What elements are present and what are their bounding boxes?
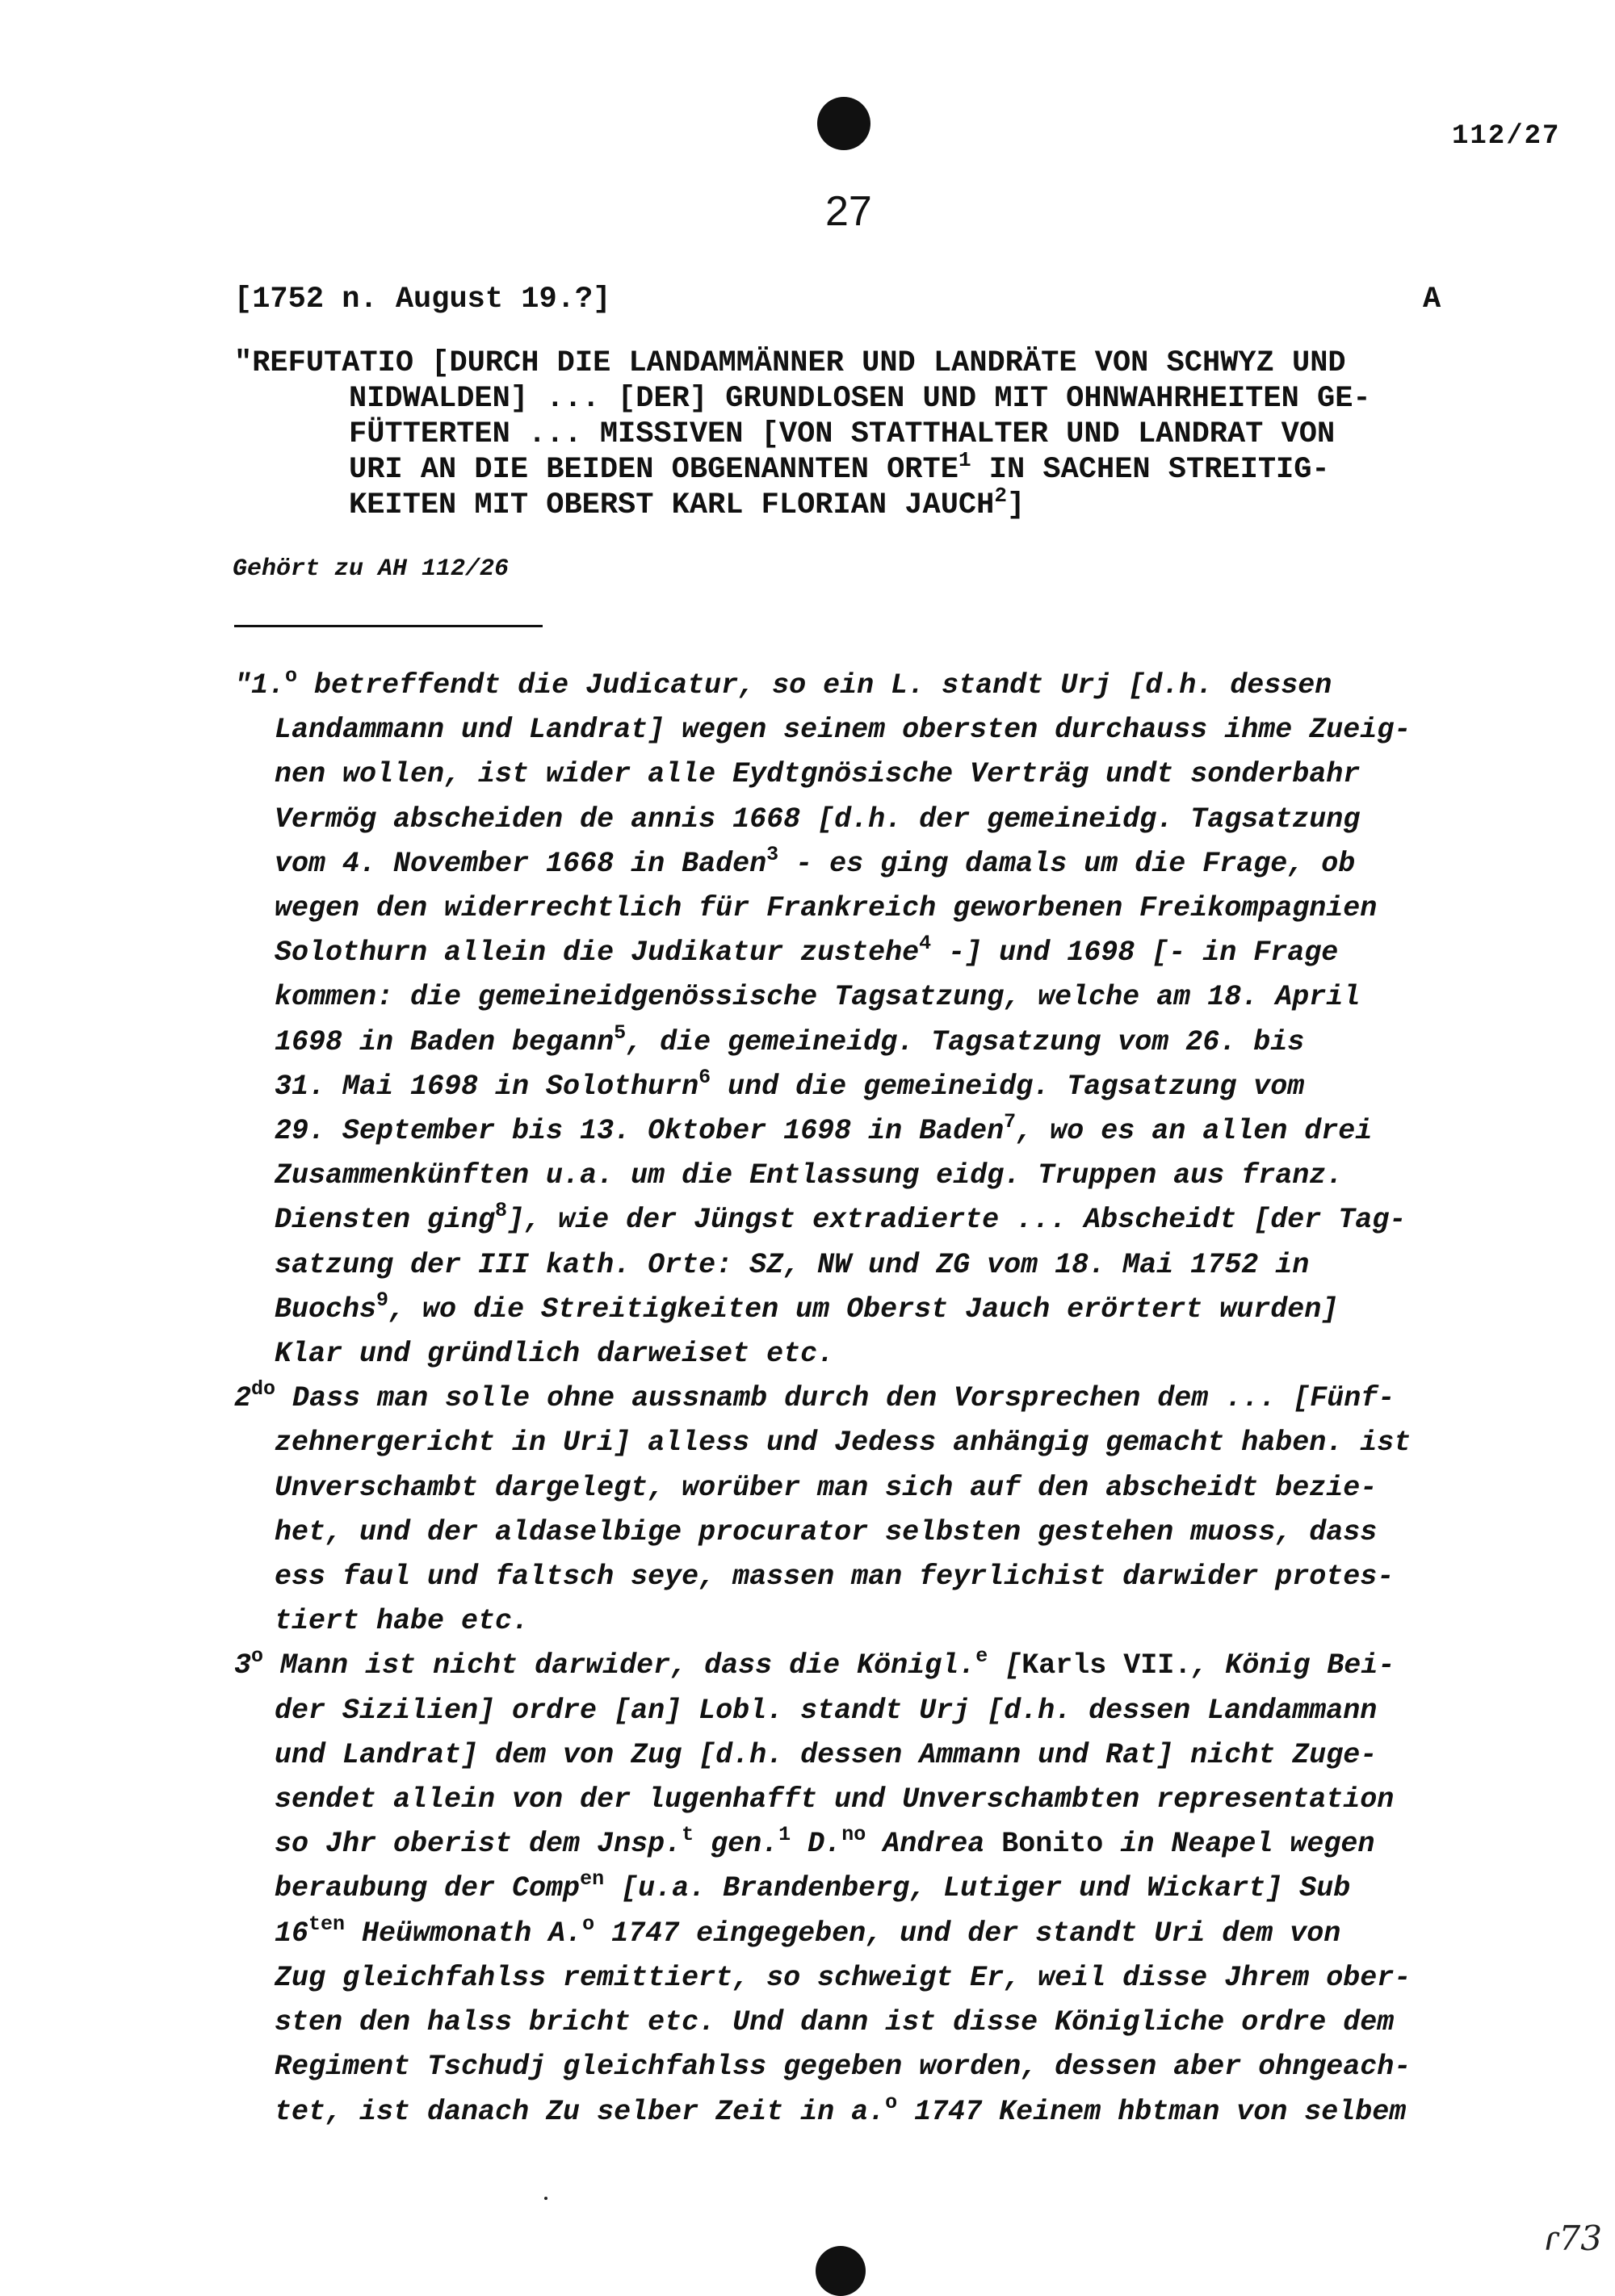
text-line: kommen: die gemeineidgenössische Tagsatzung, welche am 18. April bbox=[275, 981, 1361, 1014]
series-letter: A bbox=[1423, 283, 1441, 316]
superscript: do bbox=[251, 1377, 276, 1401]
text-line: sten den halss bricht etc. Und dann ist disse Königliche ordre dem bbox=[275, 2006, 1395, 2039]
text-line: zehnergericht in Uri] alless und Jedess anhängig gemacht haben. ist bbox=[275, 1427, 1412, 1460]
footnote-ref: 2 bbox=[994, 484, 1007, 508]
text-run: gen. bbox=[711, 1828, 779, 1861]
text-run: -] und 1698 [- in Frage bbox=[948, 936, 1339, 970]
superscript: 5 bbox=[614, 1020, 627, 1045]
title-text: ] bbox=[1006, 488, 1026, 522]
title-line bbox=[234, 484, 1478, 523]
text-line bbox=[234, 842, 1486, 886]
text-run: , wo die Streitigkeiten um Oberst Jauch erörtert wurden] bbox=[388, 1293, 1339, 1326]
text-line: der Sizilien] ordre [an] Lobl. standt Urj [d.h. dessen Landammann bbox=[275, 1694, 1378, 1727]
text-run: betreffendt die Judicatur, so ein L. standt Urj [d.h. dessen bbox=[314, 669, 1332, 702]
punch-hole-top bbox=[817, 97, 870, 150]
text-run: 1698 in Baden begann bbox=[275, 1025, 615, 1058]
text-run: 1747 eingegeben, und der standt Uri dem von bbox=[611, 1917, 1341, 1950]
text-line: sendet allein von der lugenhafft und Unverschambten representation bbox=[275, 1783, 1395, 1816]
document-date: [1752 n. August 19.?] bbox=[234, 283, 611, 316]
scan-speck bbox=[544, 2197, 547, 2200]
punch-hole-bottom bbox=[816, 2246, 866, 2296]
document-body bbox=[234, 664, 1486, 2135]
title-text: KEITEN MIT OBERST KARL FLORIAN JAUCH bbox=[349, 488, 995, 522]
superscript: 7 bbox=[1004, 1110, 1017, 1134]
text-run: Dass man solle ohne aussnamb durch den Vorsprechen dem ... [Fünf- bbox=[292, 1382, 1395, 1415]
footnote-divider bbox=[234, 625, 543, 627]
title-line bbox=[234, 448, 1478, 488]
text-run: , König Bei- bbox=[1191, 1649, 1395, 1682]
superscript: o bbox=[582, 1912, 595, 1936]
text-run: 31. Mai 1698 in Solothurn bbox=[275, 1070, 699, 1103]
title-line: "REFUTATIO [DURCH DIE LANDAMMÄNNER UND LANDRÄTE VON SCHWYZ UND bbox=[234, 346, 1346, 380]
title-line: FÜTTERTEN ... MISSIVEN [VON STATTHALTER UND LANDRAT VON bbox=[349, 417, 1336, 451]
text-line: Zug gleichfahlss remittiert, so schweigt Er, weil disse Jhrem ober- bbox=[275, 1961, 1412, 1994]
text-line: ess faul und faltsch seye, massen man feyrlichist darwider protes- bbox=[275, 1561, 1395, 1594]
superscript: 4 bbox=[919, 932, 932, 956]
superscript: en bbox=[580, 1867, 605, 1892]
superscript: 1 bbox=[778, 1823, 791, 1847]
text-line bbox=[234, 1644, 1486, 1688]
text-run: ], wie der Jüngst extradierte ... Abscheidt [der Tag- bbox=[507, 1204, 1407, 1237]
text-line bbox=[234, 2090, 1486, 2135]
text-line: Klar und gründlich darweiset etc. bbox=[275, 1338, 835, 1371]
text-line bbox=[234, 664, 1486, 708]
title-text: IN SACHEN STREITIG- bbox=[988, 453, 1330, 487]
text-run: 29. September bis 13. Oktober 1698 in Baden bbox=[275, 1115, 1005, 1148]
text-line bbox=[234, 1198, 1486, 1242]
text-run: in Neapel wegen bbox=[1120, 1828, 1375, 1861]
text-line: satzung der III kath. Orte: SZ, NW und ZG vom 18. Mai 1752 in bbox=[275, 1248, 1310, 1281]
superscript: 8 bbox=[495, 1199, 508, 1223]
text-run: Buochs bbox=[275, 1293, 377, 1326]
text-run: 1747 Keinem hbtman von selbem bbox=[914, 2095, 1407, 2128]
text-line bbox=[234, 1867, 1486, 1911]
text-line: wegen den widerrechtlich für Frankreich geworbenen Freikompagnien bbox=[275, 892, 1378, 925]
text-line: het, und der aldaselbige procurator selbsten gestehen muoss, dass bbox=[275, 1515, 1378, 1548]
superscript: o bbox=[285, 664, 298, 688]
text-run: Andrea bbox=[883, 1828, 985, 1861]
footnote-ref: 1 bbox=[958, 448, 971, 472]
text-line: Vermög abscheiden de annis 1668 [d.h. der gemeineidg. Tagsatzung bbox=[275, 802, 1361, 836]
text-run: Mann ist nicht darwider, dass die Königl. bbox=[280, 1649, 976, 1682]
text-line bbox=[234, 1020, 1486, 1065]
text-line bbox=[234, 1109, 1486, 1154]
superscript: 9 bbox=[376, 1288, 389, 1312]
text-run: Solothurn allein die Judikatur zustehe bbox=[275, 936, 920, 970]
text-line bbox=[234, 1822, 1486, 1867]
text-run: vom 4. November 1668 in Baden bbox=[275, 847, 767, 880]
superscript: o bbox=[251, 1644, 264, 1669]
text-run: , wo es an allen drei bbox=[1016, 1115, 1373, 1148]
text-run: tet, ist danach Zu selber Zeit in a. bbox=[275, 2095, 886, 2128]
document-title bbox=[234, 346, 1478, 523]
text-run: so Jhr oberist dem Jnsp. bbox=[275, 1828, 682, 1861]
text-line bbox=[234, 931, 1486, 975]
text-line bbox=[234, 1376, 1486, 1421]
text-line: nen wollen, ist wider alle Eydtgnösische Verträg undt sonderbahr bbox=[275, 758, 1361, 791]
text-line: Regiment Tschudj gleichfahlss gegeben worden, dessen aber ohngeach- bbox=[275, 2051, 1412, 2084]
document-signature: 112/27 bbox=[1452, 121, 1561, 152]
superscript: ten bbox=[308, 1912, 346, 1936]
text-line: Zusammenkünften u.a. um die Entlassung eidg. Truppen aus franz. bbox=[275, 1159, 1344, 1192]
text-run: - es ging damals um die Frage, ob bbox=[795, 847, 1356, 880]
superscript: 3 bbox=[766, 842, 779, 866]
superscript: 6 bbox=[698, 1065, 711, 1089]
title-line: NIDWALDEN] ... [DER] GRUNDLOSEN UND MIT OHNWAHRHEITEN GE- bbox=[349, 382, 1371, 416]
text-run: Bonito bbox=[1001, 1828, 1104, 1861]
superscript: o bbox=[885, 2090, 898, 2114]
text-run: 3 bbox=[234, 1649, 252, 1682]
text-run: "1. bbox=[234, 669, 286, 702]
handwritten-page-mark: ɾ73 bbox=[1543, 2218, 1602, 2258]
text-line bbox=[234, 1065, 1486, 1109]
text-run: [u.a. Brandenberg, Lutiger und Wickart] Sub bbox=[621, 1872, 1351, 1905]
text-line: tiert habe etc. bbox=[275, 1605, 530, 1638]
text-run: Heüwmonath A. bbox=[362, 1917, 583, 1950]
text-run: [ bbox=[1005, 1649, 1022, 1682]
text-line: Unverschambt dargelegt, worüber man sich auf den abscheidt bezie- bbox=[275, 1471, 1378, 1504]
belongs-to-note: Gehört zu AH 112/26 bbox=[233, 555, 510, 583]
text-run: Karls VII. bbox=[1021, 1649, 1192, 1682]
text-line: Landammann und Landrat] wegen seinem obersten durchauss ihme Zueig- bbox=[275, 714, 1412, 747]
superscript: no bbox=[841, 1823, 866, 1847]
text-run: Diensten ging bbox=[275, 1204, 496, 1237]
text-run: 2 bbox=[234, 1382, 252, 1415]
page-number: 27 bbox=[825, 188, 872, 235]
text-run: 16 bbox=[275, 1917, 309, 1950]
text-run: und die gemeineidg. Tagsatzung vom bbox=[728, 1070, 1305, 1103]
superscript: t bbox=[682, 1823, 694, 1847]
text-run: D. bbox=[808, 1828, 842, 1861]
text-line: und Landrat] dem von Zug [d.h. dessen Ammann und Rat] nicht Zuge- bbox=[275, 1738, 1378, 1771]
title-text: URI AN DIE BEIDEN OBGENANNTEN ORTE bbox=[349, 453, 959, 487]
text-run: beraubung der Comp bbox=[275, 1872, 581, 1905]
text-line bbox=[234, 1912, 1486, 1956]
text-line bbox=[234, 1288, 1486, 1332]
superscript: e bbox=[975, 1644, 988, 1669]
text-run: , die gemeineidg. Tagsatzung vom 26. bis bbox=[626, 1025, 1305, 1058]
